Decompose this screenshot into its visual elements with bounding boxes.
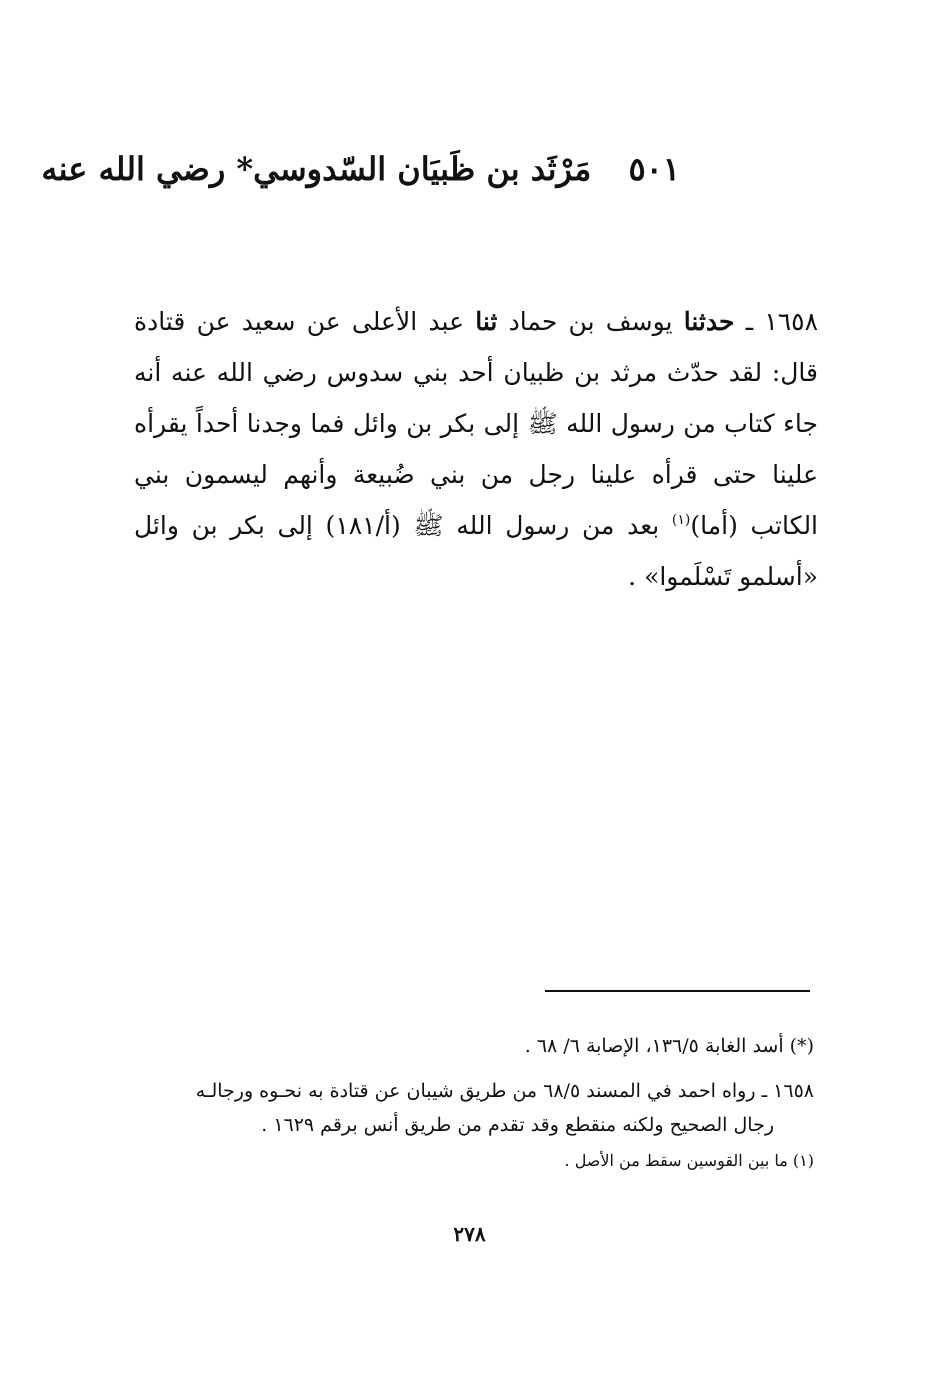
hadith-body: عبد الأعلى عن سعيد عن قتادة قال: لقد حدّث مرثد بن ظبيان أحد بني سدوس رضي الله عنه أنه جاء كتاب من رسول الله ﷺ إلى بكر بن وائل فما وجدنا أحداً يقرأه علينا حتى قرأه علينا رجل من بني ضُبيعة وأنهم ليسمون بني الكاتب (أما)	[134, 307, 819, 540]
narrator-text: يوسف بن حماد	[508, 307, 673, 336]
narration-word-thana: ثنا	[475, 307, 498, 336]
footnote-reference: (١)	[671, 512, 691, 528]
footnote-takhrij-line2: رجال الصحيح ولكنه منقطع وقد تقدم من طريق أنس برقم ١٦٢٩ .	[261, 1114, 774, 1136]
footnote-biography-sources: (*) أسد الغابة ١٣٦/٥، الإصابة ٦/ ٦٨ .	[524, 1035, 814, 1057]
narration-word-haddathana: حدثنا	[683, 307, 735, 336]
footnote-takhrij-line1: ١٦٥٨ ـ رواه احمد في المسند ٦٨/٥ من طريق شيبان عن قتادة به نحـوه ورجالـه	[195, 1080, 814, 1102]
hadith-body-end: بعد من رسول الله ﷺ (أ/١٨١) إلى بكر بن وائل «أسلمو تَسْلَموا» .	[134, 511, 818, 591]
entry-heading	[41, 150, 680, 188]
footnote-takhrij	[134, 1074, 814, 1142]
footnote-divider	[545, 990, 810, 992]
entry-number: ٥٠١	[628, 150, 680, 188]
footnote-note-1: (١) ما بين القوسين سقط من الأصل .	[564, 1151, 814, 1170]
hadith-text	[134, 296, 818, 602]
page-number: ٢٧٨	[453, 1222, 486, 1246]
footnotes	[134, 1026, 814, 1178]
hadith-number: ١٦٥٨ ـ	[745, 307, 819, 336]
entry-title: مَرْثَد بن ظَبيَان السّدوسي* رضي الله عنه	[41, 150, 592, 188]
